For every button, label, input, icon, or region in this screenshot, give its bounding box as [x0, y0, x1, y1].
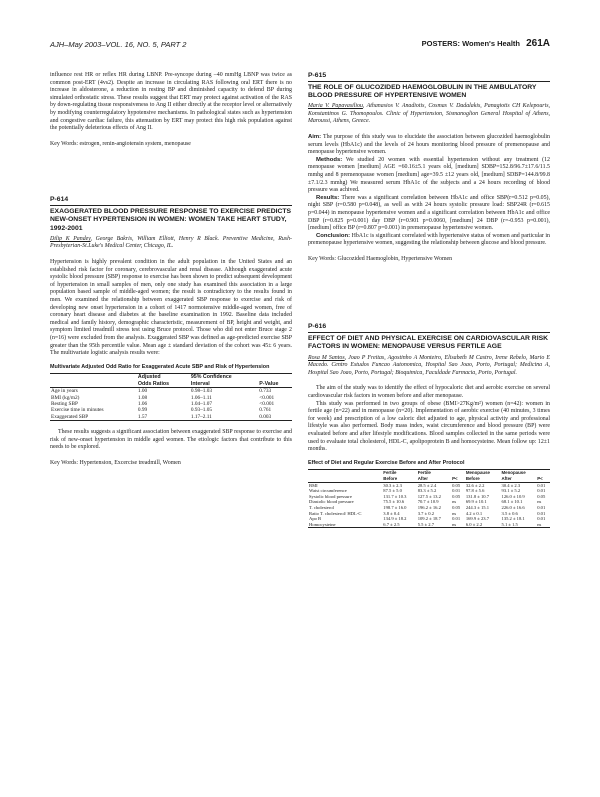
table-row — [308, 522, 550, 528]
table-cell: 69.9 ± 10.1 — [465, 499, 487, 505]
row-label: Systolic blood pressure — [309, 493, 352, 499]
table-caption: Multivariate Adjusted Odd Ratio for Exaggerated Acute SBP and Risk of Hypertension — [50, 363, 270, 370]
table-cell: 28.5 ± 2.4 — [417, 482, 437, 488]
table-cell: 1.08 — [137, 394, 148, 401]
table-cell: 3.7 ± 0.2 — [417, 510, 434, 516]
table-cell: 0.05 — [452, 482, 461, 488]
table-cell: 93.1 ± 5.2 — [501, 488, 521, 494]
authors-affiliation: , Joao P Freitas, Agostinho A Monteiro, Elisabeth M Castro, Irene Rebelo, Mario E Macedo. Centro Estudos Funcao Autonomica, Hospital Sao Joao, Porto, Portugal; Medicina A, Hospital Sao Joao, Porto, Portugal; Bioquimica, Faculdade Farmacia, Porto, Portugal. — [308, 354, 550, 376]
table-cell: 244.3 ± 15.1 — [465, 504, 490, 510]
table-cell: 109.2 ± 18.7 — [417, 516, 441, 522]
row-label: Ratio T. cholesterol/ HDL-C — [309, 510, 362, 516]
table-cell: 5.5 ± 2.7 — [417, 522, 451, 528]
table-cell: 0.01 — [452, 516, 461, 522]
aim-label: Aim: — [308, 133, 322, 140]
table-cell: 0.003 — [258, 414, 292, 421]
table-cell: 4.2 ± 0.1 — [465, 510, 483, 516]
abstract-p616 — [308, 323, 550, 528]
abstract-authors — [50, 236, 292, 251]
right-column — [308, 72, 550, 528]
abstract-p615 — [308, 72, 550, 263]
abstract-title: EXAGGERATED BLOOD PRESSURE RESPONSE TO EXERCISE PREDICTS NEW-ONSET HYPERTENSION IN WOMEN: WOMEN TAKE HEART STUDY, 1992-2001 — [50, 205, 292, 233]
table-row — [308, 488, 550, 494]
header-adjusted: Adjusted — [137, 374, 190, 381]
table-cell: 131.7 ± 10.3 — [383, 493, 407, 499]
header-after: After — [501, 476, 537, 482]
methods-text: We studied 20 women with essential hypertension without any treatment (12 menopause women [medium] AGE =60.16±5.1 years old, [medium] SDBP=152.8/96.7±17.6/11.5 mmhg and 8 premenopause women [medium] age=39.5 ±12 years old, [medium] SDBP=144.8/99.8 ±7.1/2.3 mmhg) We measured serum HbA1c of the subjects and a 24 hours recording of blood pressure was achived. — [308, 156, 550, 194]
diet-exercise-table — [308, 469, 550, 528]
table-cell: <0.001 — [259, 394, 275, 401]
table-cell: 3.5 ± 0.6 — [501, 510, 518, 516]
authors-affiliation: , George Bakris, William Elliott, Henry R Black. Preventive Medicine, Rush-Presbyterian-St.Luke's Medical Center, Chicago, IL. — [50, 235, 292, 250]
abstract-number: P-615 — [308, 72, 327, 79]
table-cell: 0.01 — [452, 488, 461, 494]
table-cell: 169.9 ± 23.7 — [465, 516, 490, 522]
abstract-number: P-616 — [308, 323, 327, 331]
table-row — [50, 414, 292, 421]
section-name: POSTERS: Women's Health — [421, 39, 520, 48]
abstract-authors — [308, 355, 550, 378]
table-cell: ns — [452, 510, 457, 516]
conclusion-text: HbA1c is significant correlated with hypertensive status of women and particular in premenopause hypertensive women, suggesting the relationship between glucose and blood pressure. — [308, 232, 550, 247]
presenting-author: Rosa M Santos — [308, 354, 345, 361]
table-row — [50, 388, 292, 395]
table-cell: 3.8 ± 0.4 — [383, 510, 400, 516]
abstract-p614 — [50, 196, 292, 467]
conclusion-paragraph — [308, 233, 550, 248]
table-cell: 0.05 — [452, 504, 461, 510]
table-cell: 0.99 — [137, 407, 148, 414]
presenting-author: Dilip K Pandey — [50, 235, 91, 242]
abstract-authors — [308, 103, 550, 126]
continued-abstract-keywords: Key Words: estrogen, renin-angiotensin system, menopause — [50, 140, 191, 147]
abstract-title: THE ROLE OF GLUCOZIDED HAEMOGLOBULIN IN THE AMBULATORY BLOOD PRESSURE OF HYPERTENSIVE WOMEN — [308, 81, 550, 101]
odds-ratio-table — [50, 373, 292, 421]
row-label: Resting SBP — [51, 400, 78, 407]
abstract-keywords: Key Words: Glucozided Haemoglobin, Hypertensive Women — [308, 255, 453, 262]
table-cell: 0.01 — [537, 488, 546, 494]
header-fertile-after: Fertile — [417, 470, 451, 476]
header-after: After — [417, 476, 451, 482]
table-cell: 1.00 — [137, 388, 148, 395]
methods-paragraph — [308, 157, 550, 195]
left-column — [50, 72, 292, 468]
table-cell: <0.001 — [259, 400, 275, 407]
abstract-aim: The aim of the study was to identify the effect of hypocaloric diet and aerobic exercise on several cardiovascular risk factors in women before and after menopause. — [308, 385, 550, 400]
table-cell: 126.0 ± 10.9 — [501, 493, 525, 499]
table-cell: ns — [452, 499, 457, 505]
table-cell: 68.1 ± 10.1 — [501, 499, 523, 505]
results-paragraph — [308, 195, 550, 233]
table-cell: 0.05 — [452, 493, 461, 499]
row-label: Age in years — [51, 388, 78, 395]
header-menopause-before: Menopause — [465, 470, 501, 476]
table-cell: ns — [537, 499, 542, 505]
table-cell: 0.01 — [537, 482, 546, 488]
journal-citation: AJH–May 2003–VOL. 16, NO. 5, PART 2 — [50, 40, 187, 49]
results-text: There was a significant correlation between HbA1c and office SBP(r=0.512 p=0.05), night SBP (r=0.580 p=0.048), as well as with 24 hours systolic pressure load: SBP24R (r=0.615 p=0.044) in menopause hypertensive women and a significant correlation between HbA1c and office DBP (r=0.825 p=0.001) day DBP (r=0.901 p=0.0060, [medium] 24 DBP (r=-0.953 p=0.001), [medium] office BP (r=0.807 p=0.001) in premenopause hypertensive women. — [308, 194, 550, 232]
header-before: Before — [382, 476, 416, 482]
row-label: Waist circumference — [309, 488, 347, 494]
header-before: Before — [465, 476, 501, 482]
header-p: P< — [451, 476, 465, 482]
header-confidence: 95% Confidence — [190, 374, 258, 381]
table-cell: ns — [451, 522, 465, 528]
methods-label: Methods: — [316, 156, 343, 163]
table-caption: Effect of Diet and Regular Exercise Before and After Protocol — [308, 459, 465, 466]
row-label: Diastolic blood pressure — [309, 499, 354, 505]
header-interval: Interval — [190, 381, 258, 388]
table-cell: ns — [536, 522, 550, 528]
table-cell: 0.01 — [537, 504, 546, 510]
header-p: P< — [536, 476, 550, 482]
header-odds-ratios: Odds Ratios — [137, 381, 190, 388]
page-header — [50, 40, 550, 54]
table-cell: 0.98–1.03 — [190, 388, 213, 395]
row-label: Apo B — [309, 516, 322, 522]
table-cell: 0.05 — [537, 493, 546, 499]
table-cell: 5.1 ± 1.5 — [501, 522, 537, 528]
table-cell: 226.0 ± 16.6 — [501, 504, 525, 510]
table-cell: 0.93–1.05 — [190, 407, 213, 414]
presenting-author: Maria V. Papavasiliou — [308, 103, 363, 110]
row-label: T. cholesterol — [309, 504, 334, 510]
row-label: BMI (kg/m2) — [51, 394, 80, 401]
table-cell: 135.2 ± 18.1 — [501, 516, 525, 522]
row-label: Homocysteine — [308, 522, 382, 528]
table-cell: 75.5 ± 10.6 — [383, 499, 405, 505]
abstract-methods: This study was performed in two groups of obese (BMI>27Kg/m²) women (n=42): women in fertile age (n=22) and in menopause (n=20). Implementation of aerobic exercise (40 minutes, 3 times for week) and prescription of a low caloric diet adjusted to age, physical activity and professional lifestyle was also performed. Body mass index, waist circumference and blood pressure (BP) were evaluated before and after lifestyle modifications. Blood samples collected in the same periods were used to evaluate total cholesterol, HDL-C, apolipoprotein B and homocysteine. Mean follow up: 12±1 months. — [308, 400, 550, 453]
table-cell: 1.06 — [137, 400, 148, 407]
abstract-conclusion: These results suggests a significant association between exaggerated SBP response to exercise and risk of new-onset hypertension in middle aged women. The etiologic factors that contribute to this needs to be explored. — [50, 429, 292, 451]
table-cell: 0.761 — [259, 407, 272, 414]
row-label: Exaggerated SBP — [50, 414, 137, 421]
aim-text: The purpose of this study was to elucidate the association between glucozided haemoglobulin serum levels (HbA1c) and the levels of 24 hours monitoring blood pressure of premenopause and menopause hypertensive women. — [308, 133, 550, 156]
table-cell: 6.7 ± 2.5 — [382, 522, 416, 528]
table-cell: 1.06–1.11 — [190, 394, 212, 401]
table-cell: 32.6 ± 2.2 — [465, 482, 485, 488]
aim-paragraph — [308, 134, 550, 157]
page-number: 261A — [526, 38, 550, 49]
table-cell: 87.5 ± 5.0 — [383, 488, 402, 494]
section-heading — [422, 38, 550, 49]
table-cell: 1.17–2.11 — [190, 414, 258, 421]
table-cell: 0.01 — [537, 510, 546, 516]
table-cell: 134.9 ± 18.2 — [383, 516, 407, 522]
table-cell: 97.8 ± 5.6 — [465, 488, 485, 494]
abstract-keywords: Key Words: Hypertension, Excercise treadmill, Women — [50, 459, 181, 466]
table-cell: 196.2 ± 16.2 — [417, 504, 441, 510]
continued-abstract-text: influence rest HR or reflex HR during LBNP. Pre-syncope during –40 mmHg LBNP was twice as common post-ERT (4vs2). Despite an increase in circulating RAS following oral ERT there is no increase in aldosterone, a reduction in resting BP and diminished capacity to defend BP during simulated orthostatic stress. These results suggest that ERT may protect against activation of the RAS by down-regulating tissue responsiveness to Ang II either directly at the receptor level or alternatively by modifying counterregulatory hypotensive mechanisms. In pathological states such as hypertension and congestive cardiac failure, this attenuation by ERT may protect this high risk population against the potentially deleterious effects of Ang II. — [50, 72, 292, 132]
table-cell: 131.8 ± 10.7 — [465, 493, 490, 499]
table-cell: 30.4 ± 2.3 — [501, 482, 521, 488]
table-cell: 30.3 ± 2.3 — [383, 482, 402, 488]
table-cell: 1.04–1.07 — [190, 400, 213, 407]
table-cell: 6.0 ± 2.2 — [465, 522, 501, 528]
header-menopause-after: Menopause — [501, 470, 537, 476]
row-label: BMI — [309, 482, 318, 488]
header-fertile-before: Fertile — [382, 470, 416, 476]
abstract-number: P-614 — [50, 196, 69, 204]
table-cell: 70.7 ± 10.9 — [417, 499, 439, 505]
table-cell: 0.733 — [259, 388, 272, 395]
table-cell: 0.01 — [537, 516, 546, 522]
row-label: Exercise time in minutes — [51, 407, 104, 414]
results-label: Results: — [316, 194, 340, 201]
abstract-title: EFFECT OF DIET AND PHYSICAL EXERCISE ON CARDIOVASCULAR RISK FACTORS IN WOMEN: MENOPAUSE VERSUS FERTILE AGE — [308, 332, 550, 352]
authors-affiliation: , Athanasios V. Anadiotis, Cosmas V. Dadalakis, Panagiotis CH Kelepouris, Konstantinos G. Thomopoulos. Clinic of Hypertension, Sismanoglion General Hospital of Athens, Maroussi, Athens, Greece. — [308, 103, 550, 125]
table-cell: 198.7 ± 16.0 — [383, 504, 407, 510]
table-cell: 1.57 — [137, 414, 190, 421]
conclusion-label: Conclusion: — [316, 232, 351, 239]
table-cell: 83.3 ± 5.2 — [417, 488, 437, 494]
abstract-body: Hypertension is highly prevalent condition in the adult population in the United States and an established risk factor for coronary, cerebrovascular and renal disease. Although exaggerated acute systolic blood pressure (SBP) response to exercise has been shown to predict subsequent development of hypertension in small samples of men, only one study has examined this association in a large population based sample of middle-aged women; the result is contradictory to the results found in men. We examined the relationship between exaggerated SBP response to exercise and risk of developing new onset hypertension in a cohort of 1417 normotensive middle-aged women, free of coronary heart disease and diabetes at the baseline examination in 1992. Baseline data included medical and family history, demographic characteristic, measurement of BP, height and weight, and symptom limited treadmill stress test using Bruce protocol. Those who did not enter Bruce stage 2 (n=16) were excluded from the analysis. Exaggerated SBP was defined as age-predicted exercise SBP greater than the 95th percentile value. Mean age ± standard deviation of the cohort was 45± 6 years. The multivariate logistic analysis results were: — [50, 259, 292, 357]
header-p-value: P-Value — [258, 381, 292, 388]
table-cell: 127.5 ± 13.2 — [417, 493, 441, 499]
